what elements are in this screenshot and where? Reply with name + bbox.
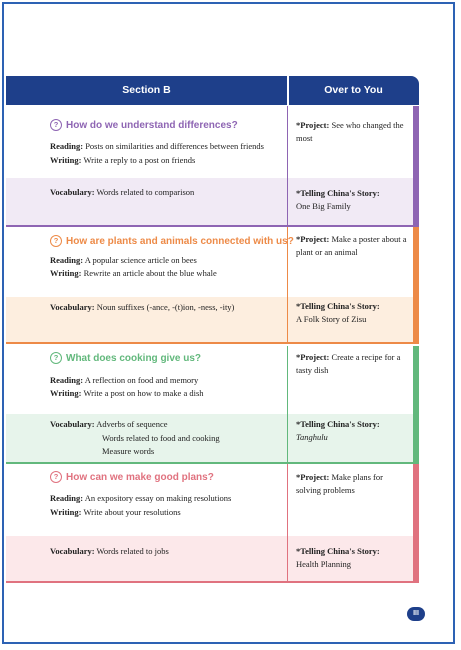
vocabulary-line: Vocabulary: Words related to jobs (50, 546, 169, 556)
table-header (6, 76, 419, 105)
unit-color-bar (413, 106, 419, 225)
project-cell: *Project: Make plans for solving problems (296, 472, 383, 495)
project-cell: *Project: Create a recipe for a tasty dish (296, 352, 401, 375)
writing-line: Writing: Rewrite an article about the blue whale (50, 268, 217, 278)
column-divider (287, 346, 288, 462)
unit-row-4 (6, 464, 419, 583)
writing-line: Writing: Write about your resolutions (50, 507, 181, 517)
unit-question: ? How can we make good plans? (50, 471, 214, 483)
story-title: A Folk Story of Zisu (296, 314, 367, 324)
unit-question: ? How are plants and animals connected with us? (50, 235, 294, 247)
question-icon: ? (50, 119, 62, 131)
unit-question: ? How do we understand differences? (50, 119, 238, 131)
project-cell: *Project: Make a poster about a plant or an animal (296, 234, 407, 257)
writing-line: Writing: Write a post on how to make a dish (50, 388, 204, 398)
unit-color-bar (413, 346, 419, 462)
question-icon: ? (50, 235, 62, 247)
question-icon: ? (50, 471, 62, 483)
vocabulary-line: Vocabulary: Words related to comparison (50, 187, 195, 197)
over-to-you-header: Over to You (324, 84, 383, 96)
reading-line: Reading: A reflection on food and memory (50, 375, 199, 385)
unit-color-bar (413, 227, 419, 342)
vocabulary-line-2: Words related to food and cooking (102, 433, 220, 443)
writing-line: Writing: Write a reply to a post on friends (50, 155, 196, 165)
reading-line: Reading: A popular science article on bees (50, 255, 197, 265)
question-icon: ? (50, 352, 62, 364)
story-cell: *Telling China's Story: Health Planning (296, 546, 380, 569)
unit-row-3 (6, 346, 419, 464)
vocabulary-line-3: Measure words (102, 446, 155, 456)
project-cell: *Project: See who changed the most (296, 120, 404, 143)
column-divider (287, 464, 288, 581)
column-divider (287, 106, 288, 225)
vocabulary-line: Vocabulary: Noun suffixes (-ance, -(t)ion, -ness, -ity) (50, 302, 235, 312)
reading-line: Reading: An expository essay on making resolutions (50, 493, 232, 503)
story-cell: *Telling China's Story: Tanghulu (296, 419, 380, 442)
story-cell: *Telling China's Story: One Big Family (296, 188, 380, 211)
section-b-header: Section B (122, 84, 171, 96)
vocabulary-line: Vocabulary: Adverbs of sequence (50, 419, 168, 429)
unit-row-2 (6, 227, 419, 344)
unit-color-bar (413, 464, 419, 581)
unit-question: ? What does cooking give us? (50, 352, 201, 364)
page-number: III (407, 607, 425, 621)
unit-row-1 (6, 106, 419, 227)
story-title: Tanghulu (296, 432, 328, 442)
reading-line: Reading: Posts on similarities and differences between friends (50, 141, 264, 151)
story-cell: *Telling China's Story: A Folk Story of Zisu (296, 301, 380, 324)
